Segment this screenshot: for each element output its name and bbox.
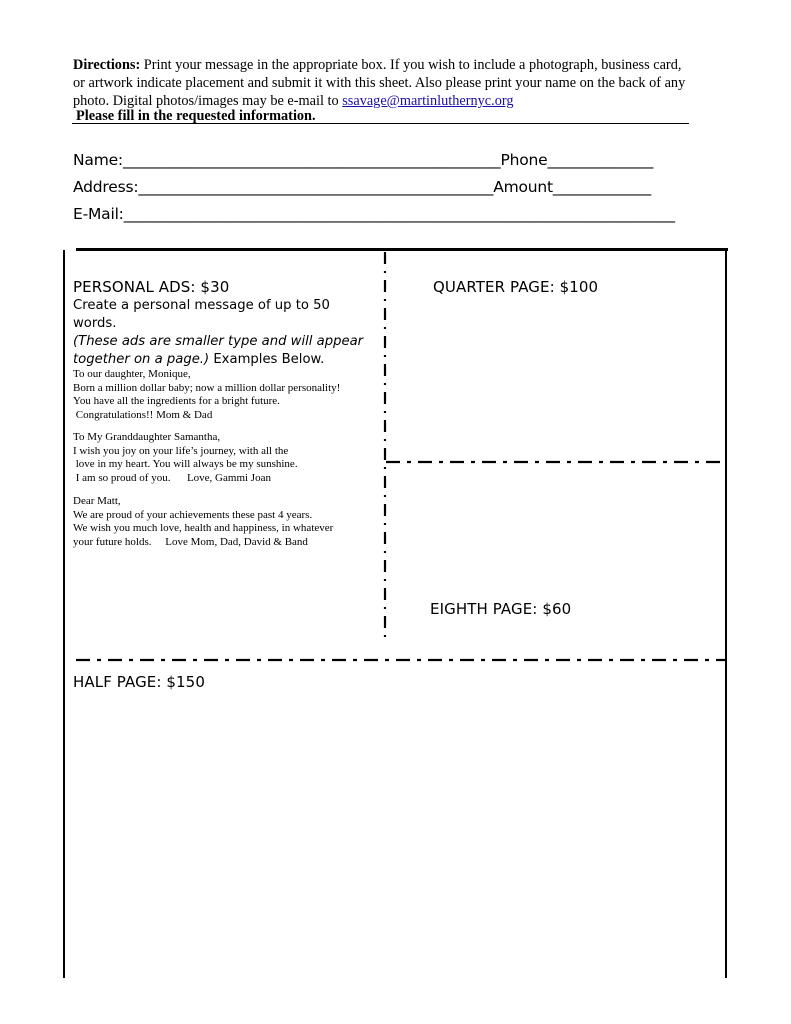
directions-body: Print your message in the appropriate box. If you wish to include a photograph, business card, or artwork indicate placement and submit it with this sheet. Also please print your name on the back of any photo. Digital photos/images may be e-mail to [73, 57, 686, 109]
half-page-title: HALF PAGE: $150 [73, 673, 205, 691]
eighth-page-title: EIGHTH PAGE: $60 [430, 600, 572, 618]
quarter-page-title: QUARTER PAGE: $100 [433, 278, 599, 296]
personal-note-rest: Examples Below. [209, 352, 325, 367]
address-amount-field[interactable]: Address:_______________________________________________Amount_____________ [73, 178, 652, 196]
directions-label: Directions: [73, 57, 141, 73]
personal-ads-title: PERSONAL ADS: $30 [73, 278, 230, 296]
personal-ads-description [73, 297, 373, 369]
name-phone-field[interactable]: Name:__________________________________________________Phone______________ [73, 151, 654, 169]
personal-note-italic2: together on a page.) [73, 352, 210, 367]
example-ad-3: Dear Matt, We are proud of your achievements these past 4 years. We wish you much love, health and happiness, in whatever your future holds. Love Mom, Dad, David & Band [73, 495, 334, 548]
request-heading: Please fill in the requested information. [76, 108, 316, 124]
example-ad-1: To our daughter, Monique, Born a million dollar baby; now a million dollar personality! You have all the ingredients for a bright future. Congratulations!! Mom & Dad [73, 368, 341, 421]
email-link[interactable]: ssavage@martinluthernyc.org [342, 93, 514, 109]
example-ad-2: To My Granddaughter Samantha, I wish you joy on your life’s journey, with all the love in my heart. You will always be my sunshine. I am so proud of you. Love, Gammi Joan [73, 431, 298, 484]
personal-note-italic: (These ads are smaller type and will appear [73, 334, 364, 349]
personal-desc: Create a personal message of up to 50 words. [73, 298, 330, 331]
email-field[interactable]: E-Mail:_________________________________________________________________________ [73, 205, 675, 223]
